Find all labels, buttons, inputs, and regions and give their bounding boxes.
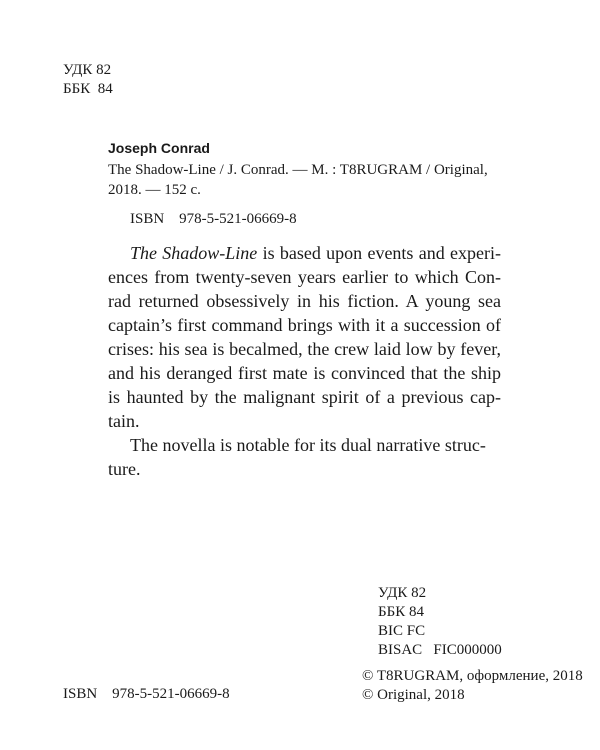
udk-code-bottom: УДК 82 xyxy=(378,585,427,601)
bottom-classification-codes xyxy=(378,584,502,660)
bibliographic-line-2: 2018. — 152 c. xyxy=(108,182,201,198)
abstract-paragraph-1 xyxy=(108,241,501,433)
copyright-block xyxy=(362,667,583,705)
bbk-code: ББК 84 xyxy=(63,81,113,97)
abstract-paragraph-2: The novella is notable for its dual narrative structure. xyxy=(108,435,486,479)
author-name: Joseph Conrad xyxy=(108,140,210,156)
bibliographic-line-1: The Shadow-Line / J. Conrad. — M. : T8RUGRAM / Original, xyxy=(108,162,488,178)
udk-code: УДК 82 xyxy=(63,62,112,78)
book-title-italic: The Shadow-Line xyxy=(130,243,258,263)
abstract xyxy=(108,241,501,481)
bisac-code: BISAC FIC000000 xyxy=(378,642,502,658)
isbn-bottom: ISBN 978-5-521-06669-8 xyxy=(63,686,230,702)
bbk-code-bottom: ББК 84 xyxy=(378,604,424,620)
bic-code: BIC FC xyxy=(378,623,426,639)
bibliographic-record xyxy=(108,160,498,200)
top-classification-codes xyxy=(63,61,113,99)
copyright-line-2: © Original, 2018 xyxy=(362,687,465,703)
abstract-paragraph-1-text: is based upon events and experiences from twenty-seven years earlier to which Conrad returned obsessively in his fiction. A young sea captain’s first command brings with it a succession of crises: his sea is becalmed, the crew laid low by fever, and his deranged first mate is convinced that the ship is haunted by the malignant spirit of a previous captain. xyxy=(108,243,501,431)
copyright-line-1: © T8RUGRAM, оформление, 2018 xyxy=(362,668,583,684)
isbn-top: ISBN 978-5-521-06669-8 xyxy=(130,211,297,227)
